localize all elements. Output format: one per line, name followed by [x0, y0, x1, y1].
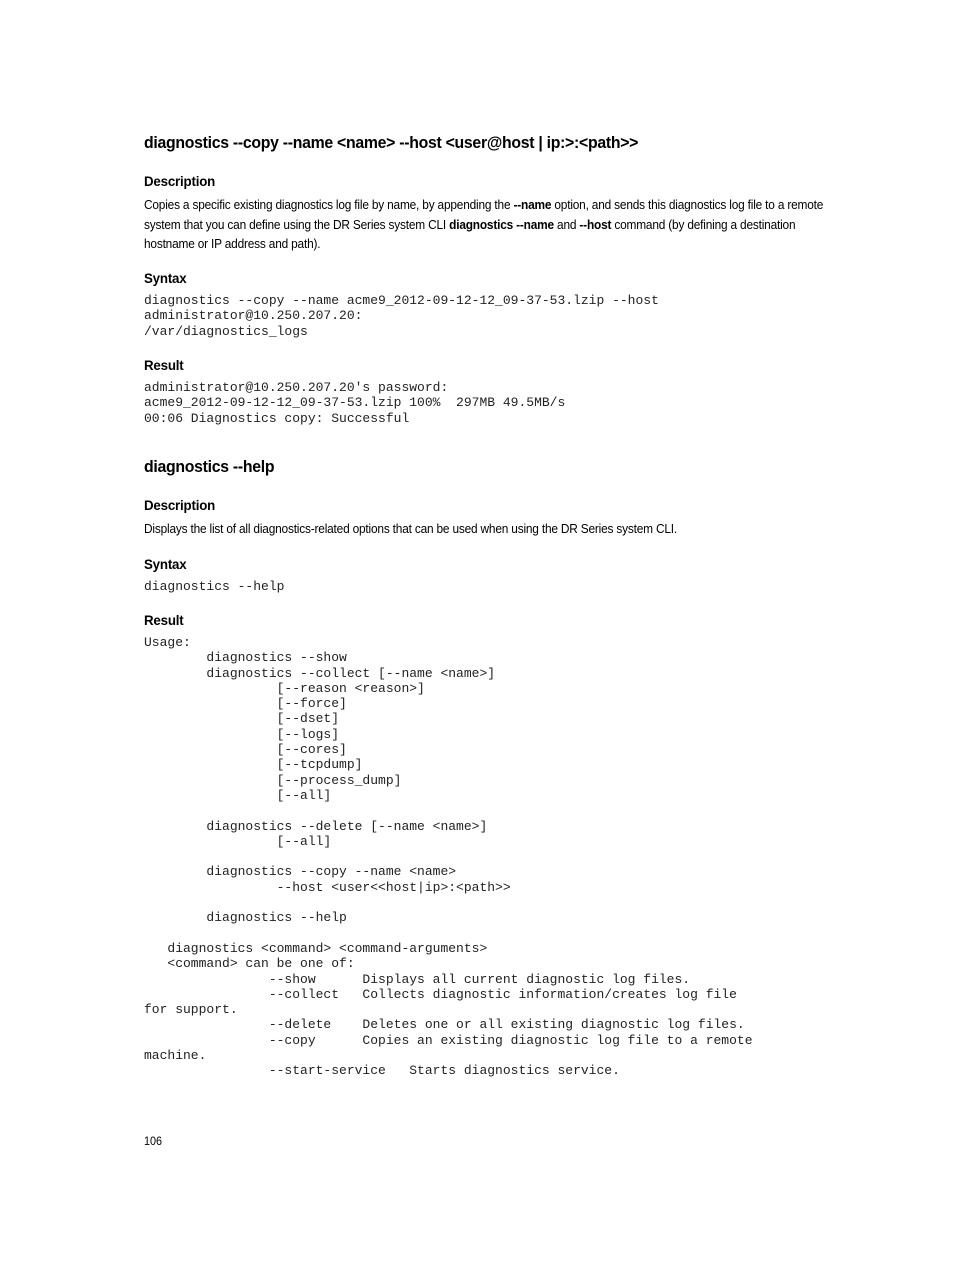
syntax-heading: Syntax: [144, 556, 187, 572]
description-heading: Description: [144, 497, 216, 513]
description-heading: Description: [144, 173, 216, 189]
syntax-code-block: diagnostics --copy --name acme9_2012-09-12-12_09-37-53.lzip --host administrator@10.250.207.20: /var/diagnostics_logs: [144, 293, 659, 339]
result-code-block: Usage: diagnostics --show diagnostics --collect [--name <name>] [--reason <reason>] [--force] [--dset] [--logs] [--cores] [--tcpdump] [--process_dump] [--all] diagnostics --delete [--name <name>] [--all] diagnostics --copy --name <name> --host <user<<host|ip>:<path>> diagnostics --help diagnostics <command> <command-arguments> <command> can be one of: --show Displays all current diagnostic log files. --collect Collects diagnostic information/creates log file for support. --delete Deletes one or all existing diagnostic log files. --copy Copies an existing diagnostic log file to a remote machine. --start-service Starts diagnostics service.: [144, 635, 753, 1079]
result-heading: Result: [144, 612, 184, 628]
result-code-block: administrator@10.250.207.20's password: acme9_2012-09-12-12_09-37-53.lzip 100% 297MB 49.5MB/s 00:06 Diagnostics copy: Successful: [144, 380, 566, 426]
result-heading: Result: [144, 357, 184, 373]
page-number: 106: [144, 1134, 163, 1148]
syntax-code-block: diagnostics --help: [144, 579, 285, 594]
section-heading-diagnostics-copy: diagnostics --copy --name <name> --host <user@host | ip:>:<path>>: [144, 133, 639, 152]
description-paragraph: Copies a specific existing diagnostics log file by name, by appending the --name option, and sends this diagnostics log file to a remote system that you can define using the DR Series system CLI diagnostics --name and --host command (by defining a destination hostname or IP address and path).: [144, 198, 824, 251]
description-paragraph: Displays the list of all diagnostics-related options that can be used when using the DR Series system CLI.: [144, 522, 677, 536]
syntax-heading: Syntax: [144, 270, 187, 286]
section-heading-diagnostics-help: diagnostics --help: [144, 457, 275, 476]
